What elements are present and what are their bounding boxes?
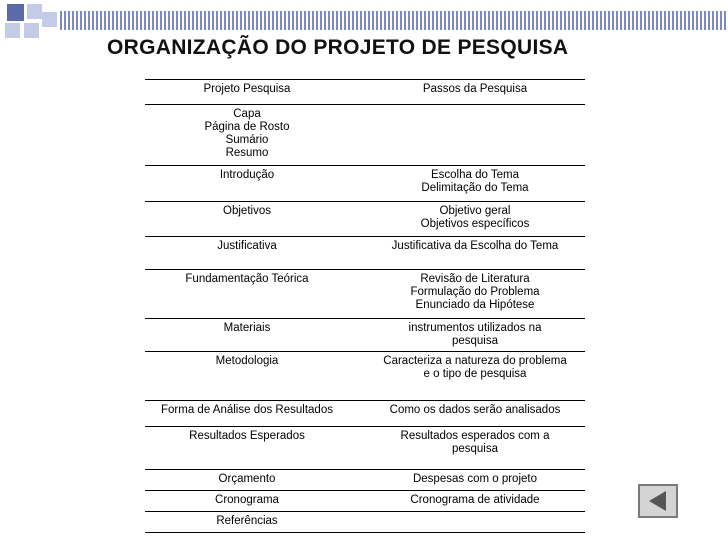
table-row [145,427,585,470]
table-cell-right [365,512,585,532]
table-cell-right: Como os dados serão analisados [389,404,561,416]
table-row [145,105,585,166]
table-cell-right [365,105,585,165]
table-cell-right: instrumentos utilizados na pesquisa [408,322,542,347]
decor-square-light [5,23,20,38]
table-cell-right: Resultados esperados com a pesquisa [400,430,550,455]
table-cell-right: Revisão de Literatura Formulação do Problema Enunciado da Hipótese [410,273,540,311]
table-cell-left: Referências [216,515,278,527]
table-cell-right: Justificativa da Escolha do Tema [391,240,559,252]
table-row [145,202,585,237]
table-cell-left: Fundamentação Teórica [185,273,309,285]
table-row [145,352,585,401]
decor-stripe-band [60,11,728,30]
table-cell-right: Escolha do Tema Delimitação do Tema [421,169,529,194]
table-row [145,401,585,427]
slide-title: ORGANIZAÇÃO DO PROJETO DE PESQUISA [107,36,569,59]
table-cell-left: Capa Página de Rosto Sumário Resumo [204,108,290,159]
table-row [145,237,585,270]
decor-square-light [27,4,42,19]
back-button[interactable] [638,484,678,518]
column-header: Projeto Pesquisa [203,83,291,95]
project-table [145,79,585,533]
table-cell-left: Introdução [219,169,275,181]
table-cell-left: Orçamento [218,473,276,485]
table-cell-left: Materiais [223,322,271,334]
table-cell-left: Forma de Análise dos Resultados [161,404,333,416]
table-row [145,512,585,533]
table-cell-right: Cronograma de atividade [410,494,540,506]
table-row [145,319,585,352]
table-cell-right: Caracteriza a natureza do problema e o tipo de pesquisa [383,355,567,380]
decor-square-dark [7,4,24,21]
table-row [145,470,585,491]
table-cell-left: Justificativa [217,240,277,252]
table-cell-right: Despesas com o projeto [412,473,537,485]
decor-square-light [24,23,39,38]
column-header: Passos da Pesquisa [422,83,528,95]
triangle-left-icon [640,486,676,516]
table-row [145,270,585,319]
table-cell-right: Objetivo geral Objetivos específicos [420,205,530,230]
table-header-row [145,80,585,105]
table-cell-left: Metodologia [215,355,279,367]
decor-square-light [42,12,57,27]
table-row [145,491,585,512]
table-cell-left: Resultados Esperados [189,430,305,442]
table-row [145,166,585,202]
table-cell-left: Cronograma [215,494,279,506]
table-cell-left: Objetivos [223,205,271,217]
